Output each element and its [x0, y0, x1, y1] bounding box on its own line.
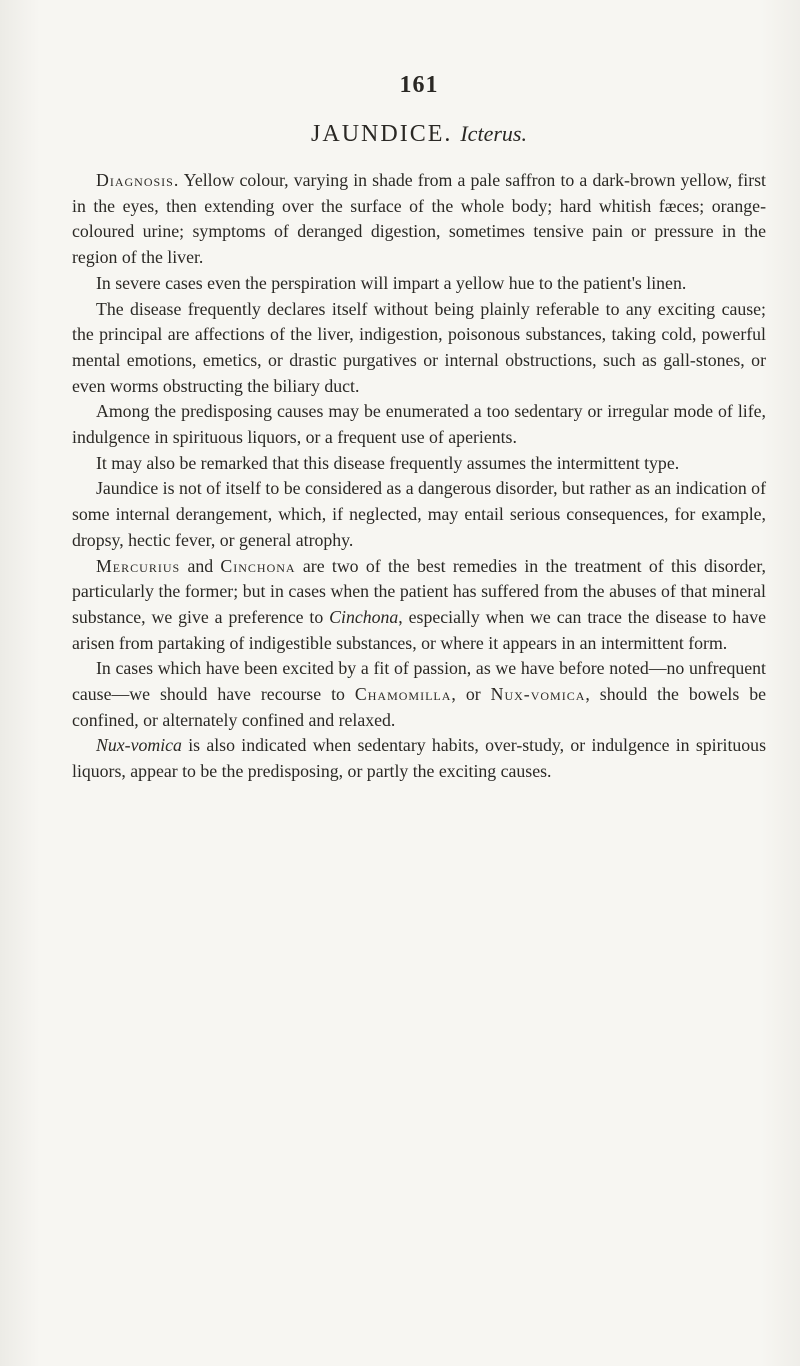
- paragraph-diagnosis: [72, 168, 766, 271]
- remedy-cinchona: Cinchona: [220, 555, 296, 576]
- passion-text-2: , or: [451, 684, 491, 705]
- heading-title: JAUNDICE.: [311, 121, 453, 147]
- nux-vomica-text: is also indicated when sedentary habits, over-study, or indulgence in spirituous liquors, appear to be the predisposing, or partly the exciting causes.: [72, 735, 766, 782]
- paragraph-danger: Jaundice is not of itself to be considered as a dangerous disorder, but rather as an indication of some internal derangement, which, if neglected, may entail serious consequences, for example, dropsy, hectic fever, or general atrophy.: [72, 478, 766, 550]
- diagnosis-text: Yellow colour, varying in shade from a pale saffron to a dark-brown yellow, first in the eyes, then extending over the surface of the whole body; hard whitish fæces; orange-coloured urine; symptoms of deranged digestion, sometimes tensive pain or pressure in the region of the liver.: [72, 170, 766, 268]
- passion-text-3: , should the bowels be confined, or alternately confined and relaxed.: [72, 684, 766, 730]
- remedies-text-1: and: [180, 555, 221, 576]
- body-text: [72, 168, 766, 785]
- remedy-nux-vomica: Nux-vomica: [490, 684, 586, 705]
- paragraph-perspiration: In severe cases even the perspiration will impart a yellow hue to the patient's linen.: [96, 272, 687, 293]
- nux-vomica-lead: Nux-vomica: [96, 735, 182, 756]
- chapter-heading: [72, 121, 766, 148]
- remedies-text-2: are two of the best remedies in the treatment of this disorder, particularly the former; but in cases when the patient has suffered from the abuses of that mineral substance, we give a preference to: [72, 555, 766, 627]
- page-number: 161: [399, 72, 439, 98]
- paragraph-passion: [72, 656, 766, 733]
- remedy-chamomilla: Chamomilla: [354, 684, 452, 705]
- paragraph-nux-vomica: [72, 733, 766, 784]
- paragraph-causes: The disease frequently declares itself without being plainly referable to any exciting cause; the principal are affections of the liver, indigestion, poisonous substances, taking cold, powerful mental emotions, emetics, or drastic purgatives or internal obstructions, such as gall-stones, or even worms obstructing the biliary duct.: [72, 298, 766, 396]
- remedies-text-3: , especially when we can trace the disease to have arisen from partaking of indigestible substances, or where it appears in an intermittent form.: [72, 606, 766, 653]
- remedy-cinchona-italic: Cinchona: [329, 606, 399, 627]
- passion-text-1: In cases which have been excited by a fit of passion, as we have before noted—no unfrequent cause—we should have recourse to: [72, 658, 766, 705]
- heading-latin-name: Icterus.: [460, 121, 527, 146]
- paragraph-remedies: [72, 554, 766, 657]
- paragraph-intermittent: It may also be remarked that this disease frequently assumes the intermittent type.: [96, 452, 680, 473]
- diagnosis-lead: Diagnosis.: [96, 170, 180, 190]
- paragraph-predisposing: Among the predisposing causes may be enumerated a too sedentary or irregular mode of life, indulgence in spirituous liquors, or a frequent use of aperients.: [72, 401, 766, 448]
- remedy-mercurius: Mercurius: [96, 555, 181, 576]
